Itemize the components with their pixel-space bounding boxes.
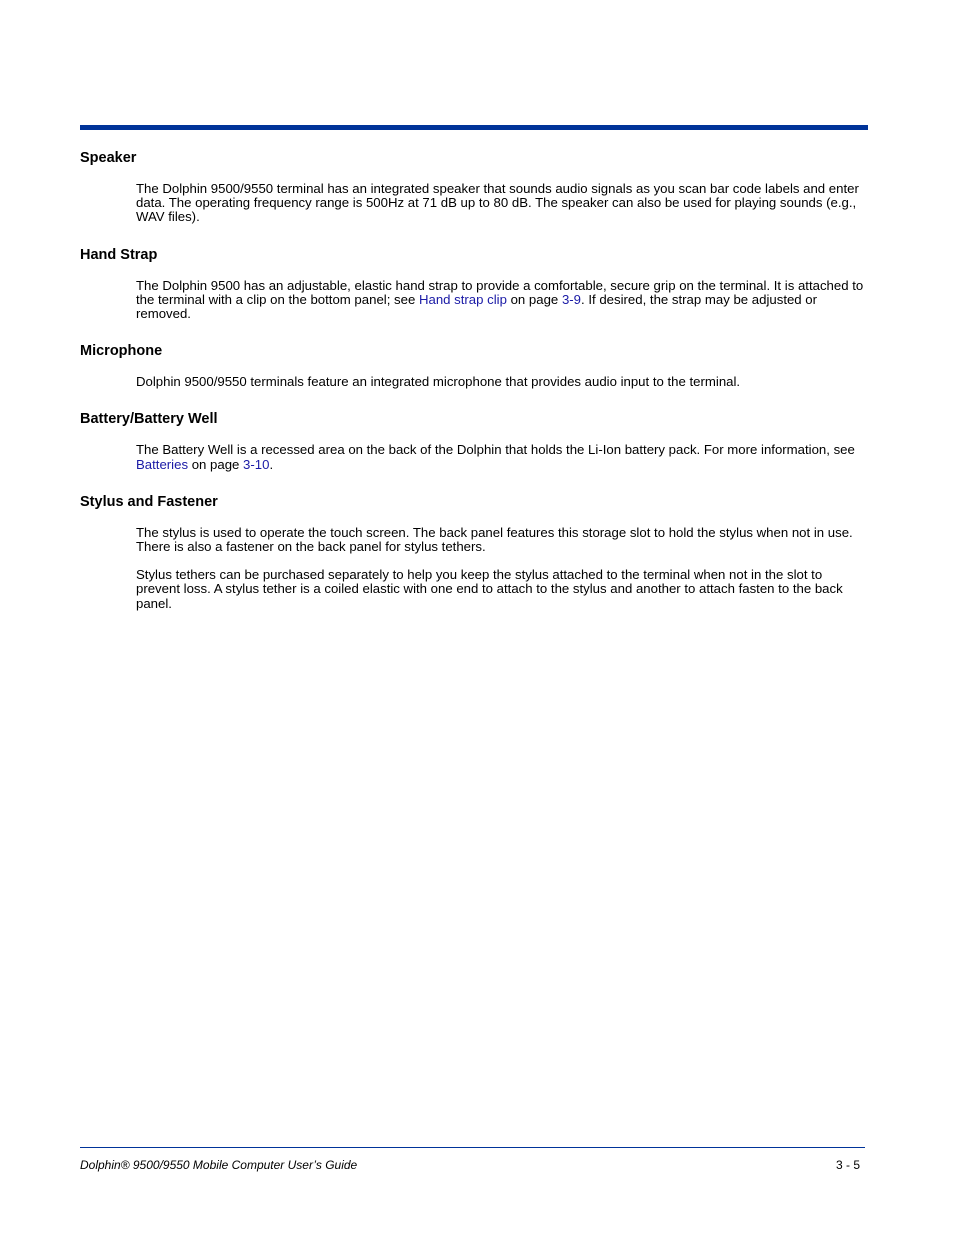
section-heading-battery-well: Battery/Battery Well [80,411,218,428]
speaker-paragraph: The Dolphin 9500/9550 terminal has an integrated speaker that sounds audio signals as you scan bar code labels and enter data. The operating frequency range is 500Hz at 71 dB up to 80 dB. The speaker can also be used for playing sounds (e.g., WAV files). [136,181,859,225]
stylus-paragraph-1: The stylus is used to operate the touch screen. The back panel features this storage slot to hold the stylus when not in use. There is also a fastener on the back panel for stylus tethers. [136,524,853,555]
hand-strap-paragraph: The Dolphin 9500 has an adjustable, elastic hand strap to provide a comfortable, secure grip on the terminal. It is attached to the terminal with a clip on the bottom panel; see Hand strap clip on page 3-9. If desired, the strap may be adjusted or removed. [136,277,864,322]
battery-well-paragraph: The Battery Well is a recessed area on the back of the Dolphin that holds the Li-Ion battery pack. For more information, see Batteries on page 3-10. [136,442,855,472]
footer-rule [80,1147,865,1148]
stylus-paragraph-2: Stylus tethers can be purchased separately to help you keep the stylus attached to the terminal when not in the slot to prevent loss. A stylus tether is a coiled elastic with one end to attach to the stylus and another to attach fasten to the back panel. [136,567,843,611]
page-3-10-link[interactable]: 3-10 [243,456,270,472]
footer-guide-title: Dolphin® 9500/9550 Mobile Computer User’s Guide [80,1158,358,1172]
batteries-link[interactable]: Batteries [136,456,189,472]
hand-strap-clip-link[interactable]: Hand strap clip [418,291,507,307]
page-content [80,150,868,611]
microphone-paragraph: Dolphin 9500/9550 terminals feature an integrated microphone that provides audio input to the terminal. [136,374,741,390]
section-heading-speaker: Speaker [80,150,137,166]
section-heading-microphone: Microphone [80,343,163,360]
section-heading-stylus-fastener: Stylus and Fastener [80,493,218,510]
footer-page-number: 3 - 5 [835,1158,860,1172]
section-heading-hand-strap: Hand Strap [80,246,158,263]
header-rule [80,125,868,130]
page-3-9-link[interactable]: 3-9 [561,291,581,307]
